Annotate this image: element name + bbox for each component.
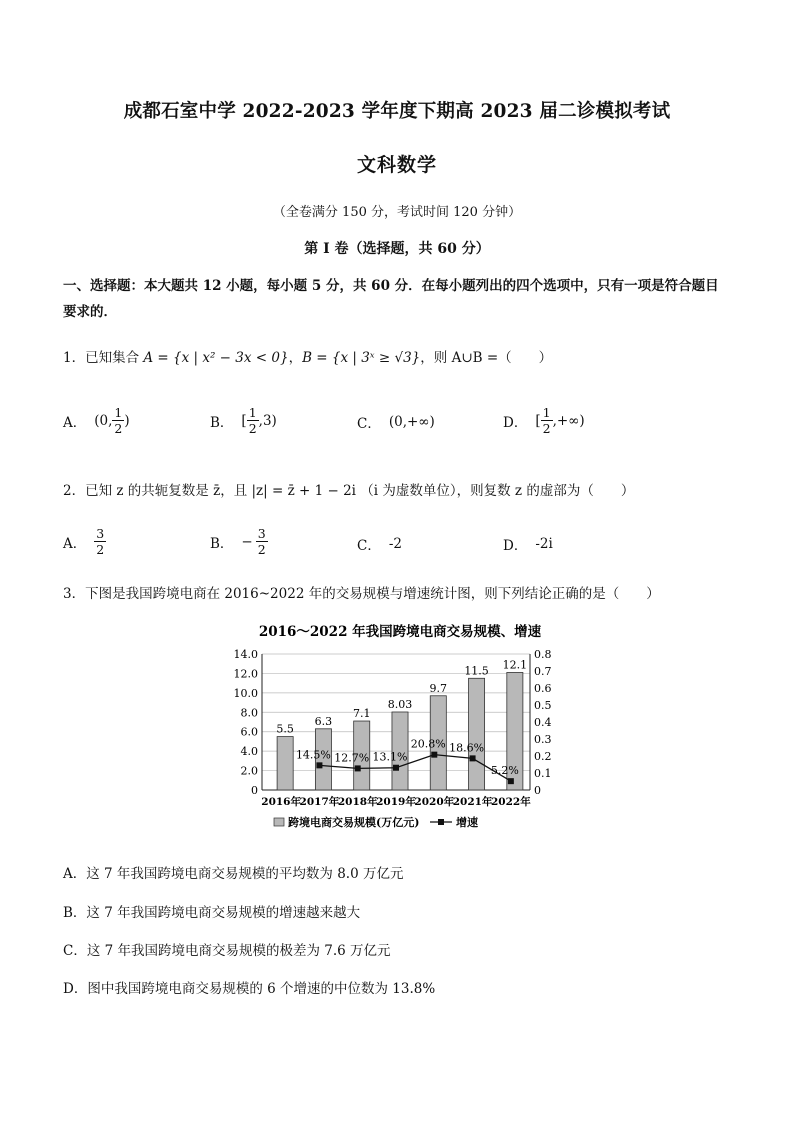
y-right-tick-label: 0.8 — [534, 648, 552, 661]
legend-line-marker — [438, 819, 444, 825]
bar-data-label: 11.5 — [464, 664, 489, 678]
option-label: A． — [63, 414, 87, 431]
chart-svg — [230, 618, 570, 843]
numerator: 1 — [248, 405, 257, 420]
denominator: 2 — [248, 421, 257, 436]
y-left-tick-label: 4.0 — [240, 745, 258, 759]
denominator: 2 — [542, 421, 551, 436]
volume-heading: 第 I 卷（选择题，共 60 分） — [304, 241, 490, 257]
y-right-tick-label: 0.4 — [534, 716, 552, 729]
numerator: 3 — [257, 526, 266, 541]
growth-point — [393, 765, 399, 771]
legend-bar-swatch — [274, 818, 284, 826]
q1-option-d[interactable] — [503, 405, 585, 436]
y-left-tick-label: 8.0 — [240, 706, 258, 720]
fraction — [247, 405, 259, 436]
numerator: 3 — [96, 526, 105, 541]
x-tick-label: 2020年 — [414, 796, 455, 808]
fraction — [112, 405, 124, 436]
x-tick-label: 2021年 — [452, 796, 493, 808]
legend-bar-label: 跨境电商交易规模(万亿元) — [288, 816, 420, 829]
q2-option-a[interactable] — [63, 526, 106, 557]
y-left-tick-label: 12.0 — [233, 667, 258, 681]
option-text: ) — [124, 412, 130, 429]
growth-data-label: 5.2% — [490, 764, 519, 778]
q3-option-b[interactable]: B．这 7 年我国跨境电商交易规模的增速越来越大 — [63, 905, 361, 921]
y-left-tick-label: 6.0 — [240, 725, 258, 739]
growth-data-label: 18.6% — [449, 741, 485, 755]
section-heading — [63, 273, 735, 325]
section-heading-line1: 一、选择题：本大题共 12 小题，每小题 5 分，共 60 分．在每小题列出的四个选项中，只有一项是符合题目 — [63, 278, 719, 294]
option-label: B． — [210, 535, 234, 552]
x-tick-label: 2022年 — [490, 796, 531, 808]
bar — [277, 737, 293, 790]
option-label: B． — [210, 414, 234, 431]
subject-title: 文科数学 — [356, 154, 437, 176]
option-text: [ — [241, 412, 247, 429]
x-tick-label: 2019年 — [376, 796, 416, 808]
y-right-tick-label: 0.2 — [534, 750, 552, 763]
y-right-tick-label: 0.1 — [534, 767, 552, 780]
option-label: D． — [503, 538, 528, 554]
legend-line-label: 增速 — [456, 816, 478, 829]
chart-title: 2016～2022 年我国跨境电商交易规模、增速 — [258, 624, 542, 640]
option-label: A． — [63, 535, 87, 552]
q1-stem-b: ，则 A∪B =（ ） — [420, 350, 553, 366]
q1-option-b[interactable] — [210, 405, 277, 436]
x-tick-label: 2016年 — [261, 796, 302, 808]
bar-data-label: 6.3 — [314, 714, 333, 728]
denominator: 2 — [114, 421, 123, 436]
option-text: -2i — [535, 536, 553, 552]
growth-data-label: 13.1% — [372, 750, 408, 764]
bar-data-label: 8.03 — [387, 697, 413, 711]
x-tick-label: 2017年 — [299, 796, 340, 808]
question-2-stem: 2．已知 z 的共轭复数是 z̄，且 |z| = z̄ + 1 − 2i （i 为虚数单位），则复数 z 的虚部为（ ） — [63, 483, 635, 499]
option-text: (0,+∞) — [388, 414, 435, 430]
option-label: D． — [503, 414, 528, 431]
y-right-tick-label: 0.6 — [534, 682, 552, 695]
option-sign: − — [241, 533, 253, 550]
numerator: 1 — [542, 405, 551, 420]
exam-note: （全卷满分 150 分，考试时间 120 分钟） — [272, 205, 522, 220]
q1-stem-a: 1．已知集合 — [63, 350, 144, 366]
trade-chart — [230, 618, 570, 843]
y-right-tick-label: 0.3 — [534, 733, 552, 746]
q3-option-a[interactable]: A．这 7 年我国跨境电商交易规模的平均数为 8.0 万亿元 — [63, 866, 404, 882]
question-3-stem: 3．下图是我国跨境电商在 2016~2022 年的交易规模与增速统计图，则下列结论正确的是（ ） — [63, 586, 660, 602]
bar-data-label: 12.1 — [502, 658, 528, 672]
q3-option-d[interactable]: D．图中我国跨境电商交易规模的 6 个增速的中位数为 13.8% — [63, 981, 436, 997]
y-right-tick-label: 0.7 — [534, 665, 552, 678]
option-text: [ — [535, 412, 541, 429]
q2-option-b[interactable] — [210, 526, 268, 557]
y-left-tick-label: 14.0 — [233, 648, 258, 661]
fraction — [541, 405, 553, 436]
growth-point — [431, 752, 437, 758]
option-text: -2 — [388, 536, 402, 552]
bar-data-label: 9.7 — [429, 681, 448, 695]
fraction — [94, 526, 106, 557]
option-label: C． — [357, 538, 381, 554]
y-right-tick-label: 0 — [534, 784, 541, 797]
fraction — [256, 526, 268, 557]
question-1-stem — [63, 346, 552, 366]
q3-option-c[interactable]: C．这 7 年我国跨境电商交易规模的极差为 7.6 万亿元 — [63, 943, 391, 959]
section-heading-line2: 要求的． — [63, 304, 117, 320]
x-tick-label: 2018年 — [337, 796, 378, 808]
growth-data-label: 20.8% — [410, 737, 446, 751]
exam-title: 成都石室中学 2022-2023 学年度下期高 2023 届二诊模拟考试 — [123, 101, 671, 122]
option-text: ,+∞) — [552, 412, 585, 429]
q1-set-b: B = {x | 3ˣ ≥ √3} — [302, 350, 421, 366]
y-left-tick-label: 2.0 — [240, 764, 258, 778]
q2-option-d[interactable] — [503, 534, 553, 554]
growth-point — [508, 778, 514, 784]
y-left-tick-label: 10.0 — [233, 686, 258, 700]
y-right-tick-label: 0.5 — [534, 699, 552, 712]
bar — [469, 678, 485, 790]
growth-point — [470, 755, 476, 761]
q1-set-a: A = {x | x² − 3x < 0} — [143, 350, 289, 366]
growth-point — [355, 765, 361, 771]
option-label: C． — [357, 416, 381, 432]
q1-option-c[interactable] — [357, 412, 435, 432]
growth-point — [316, 762, 322, 768]
numerator: 1 — [114, 405, 123, 420]
bar-data-label: 5.5 — [276, 722, 294, 736]
denominator: 2 — [257, 542, 266, 557]
option-text: ,3) — [258, 412, 277, 429]
q2-option-c[interactable] — [357, 534, 402, 554]
option-text: (0, — [94, 412, 113, 429]
denominator: 2 — [96, 542, 105, 557]
y-left-tick-label: 0 — [251, 784, 258, 797]
q1-comma: ， — [288, 350, 303, 366]
growth-data-label: 14.5% — [295, 748, 331, 762]
q1-option-a[interactable] — [63, 405, 130, 436]
bar-data-label: 7.1 — [352, 707, 371, 721]
growth-data-label: 12.7% — [334, 751, 370, 765]
